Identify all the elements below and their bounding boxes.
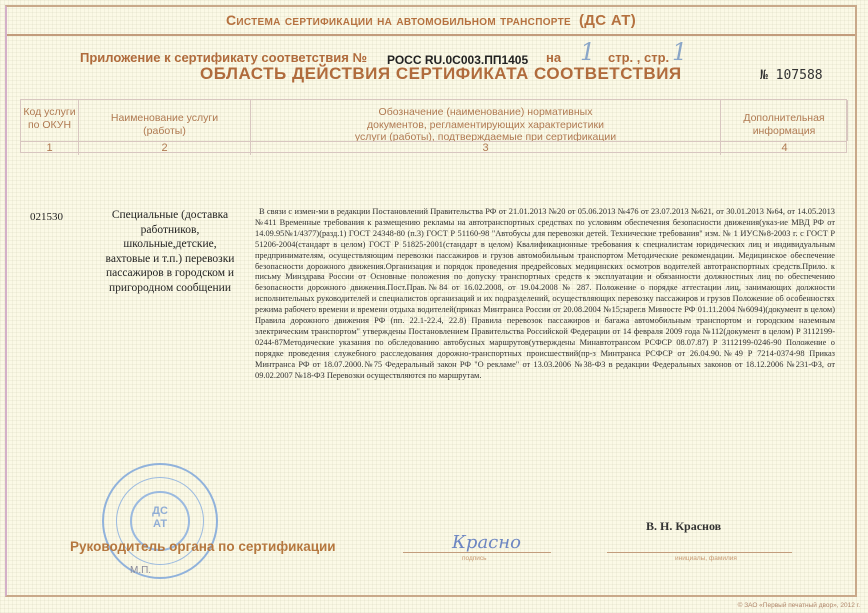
scope-title: ОБЛАСТЬ ДЕЙСТВИЯ СЕРТИФИКАТА СООТВЕТСТВИЯ (200, 64, 682, 83)
name-line (607, 552, 792, 553)
column-header-norms: Обозначение (наименование) нормативных документов, регламентирующих характеристики услуги (работы), подтверждаемые при сертификации (354, 106, 617, 143)
system-title (226, 12, 636, 28)
pages-handwritten: 1 (580, 38, 596, 66)
page-handwritten: 1 (672, 38, 688, 66)
stamp-place-label: М.П. (130, 565, 152, 576)
column-number-row (21, 141, 846, 155)
certification-head-label: Руководитель органа по сертификации (70, 539, 336, 554)
system-abbr: (ДС АТ) (579, 12, 637, 29)
header-band (7, 7, 855, 36)
column-norms (251, 100, 721, 141)
copyright-notice: © ЗАО «Первый печатный двор», 2012 г. (737, 602, 860, 609)
signer-name: В. Н. Краснов (646, 519, 722, 533)
table-header (20, 99, 847, 153)
column-number-4: 4 (781, 142, 788, 154)
blank-number: № 107588 (760, 68, 823, 83)
column-header-additional: Дополнительная информация (743, 112, 825, 137)
signature-caption: подпись (462, 555, 487, 562)
pages-label: стр. , стр. (608, 50, 670, 65)
column-service (79, 100, 251, 141)
appendix-label: Приложение к сертификату соответствия № (80, 50, 367, 65)
column-number-2: 2 (79, 142, 251, 155)
system-title-text: Система сертификации на автомобильном транспорте (225, 12, 571, 28)
signature-line (403, 552, 551, 553)
official-stamp (102, 463, 218, 579)
column-header-okun: Код услуги по ОКУН (23, 106, 76, 131)
column-number-3: 3 (251, 142, 721, 155)
handwritten-signature: Красно (452, 532, 521, 553)
certificate-number: РОСС RU.0С003.ПП1405 (387, 53, 529, 67)
on-label: на (546, 50, 562, 65)
column-okun (21, 100, 79, 141)
stamp-emblem: ДС АТ (152, 505, 168, 530)
column-header-service: Наименование услуги (работы) (110, 112, 219, 137)
okun-code: 021530 (30, 211, 63, 223)
column-additional (721, 100, 848, 141)
service-name: Специальные (доставка работников, школьные,детские, вахтовые и т.п.) перевозки пассажиров в городском и пригородном сообщении (105, 209, 235, 294)
column-number-1: 1 (21, 142, 79, 155)
name-caption: инициалы, фамилия (675, 555, 737, 562)
normative-documents-text: В связи с измен-ми в редакции Постановлений Правительства РФ от 21.01.2013 №20 от 05.06.2013 №476 от 23.07.2013 №621, от 30.01.2013 №64, от 14.05.2013 №411 Временные требования к размещению рекламы на автотранспортных средствах по условиям обеспечения безопасности движения(указ-ие МВД РФ от 14.09.95№1/4377)(разд.1) ГОСТ 24348-80 (п.3) ГОСТ Р 51160-98 "Автобусы для перевозки детей. Технические требования" изм. № 1 ИУС№8-2003 г. с ГОСТ Р 51206-2004(стандарт в целом) ГОСТ Р 51825-2001(стандарт в целом) Квалификационные требования к специалистам юридических лиц и индивидуальным предпринимателям, осуществляющим перевозки пассажиров и грузов автомобильным транспортом Методические рекомендации. Медицинское обеспечение безопасности дорожного движения.Организация и порядок проведения предрейсовых медицинских осмотров водителей автотранспортных средств.Прило. к письму Минздрава России от Основные положения по допуску транспортных средств к эксплуатации и обязанности должностных лиц по обеспечению безопасности дорожного движения.Пост.Прав.№84 от 16.02.2008, от 19.04.2008 № 287. Положение о порядке аттестации лиц, занимающих должности исполнительных руководителей и специалистов организаций и их подразделений, осуществляющих перевозку пассажиров и грузов Положение об особенностях режима рабочего времени и времени отдыха водителей(приказ Минтранса России от 20.08.2004 №15;зарег.в Минюсте РФ 01.11.2004 №6094)(документ в целом) Правила дорожного движения РФ (пп. 22.1-22.4, 22.8) Правила перевозок пассажиров и багажа автомобильным транспортом и городским наземным электрическим транспортом" утверждены Постановлением Правительства Российской Федерации от 14 февраля 2009 года №112(документ в целом) Р 3112199-0244-87Методические указания по обследованию автобусных маршрутов(утверждены Минавтотрансом РСФСР 08.07.87) Р 3112199-0246-90 Положение о порядке проведения служебного расследования дорожно-транспортных происшествий(пр-з Минтранса РСФСР от 26.04.90.№49 Р 7214-0374-98 Приказ Минтранса РФ от 18.07.2000.№75 Федеральный закон РФ "О рекламе" от 13.03.2006 №38-ФЗ в редакции Федеральных законов от 18.12.2006 №231-ФЗ, от 09.02.2007 №18-ФЗ Перевозки осуществляются по маршрутам. (255, 207, 835, 380)
